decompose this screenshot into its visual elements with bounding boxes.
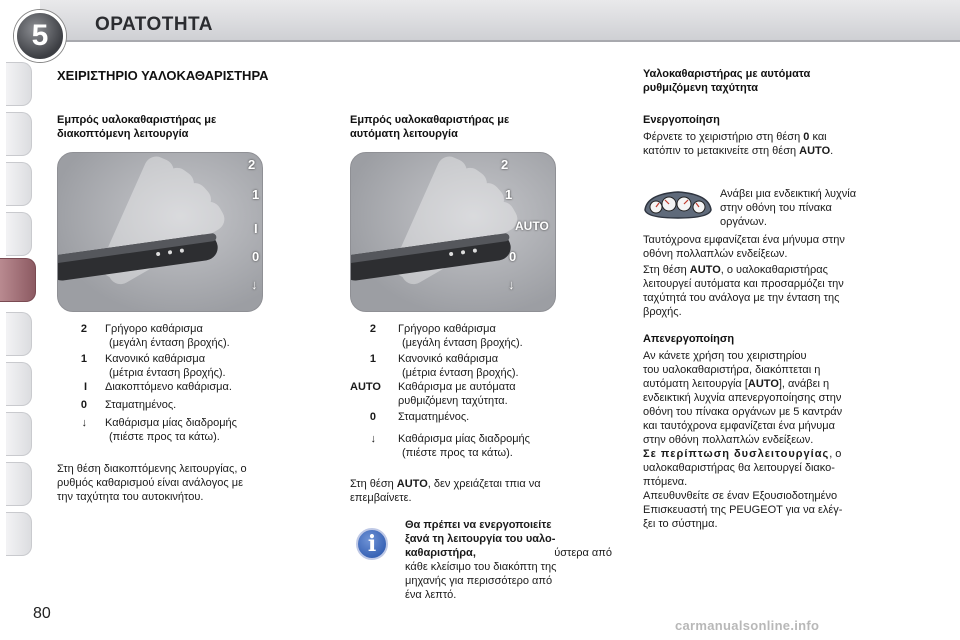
label-pos-1: 1 [252, 187, 260, 202]
chapter-tab-6[interactable] [6, 312, 32, 356]
message-text: Ταυτόχρονα εμφανίζεται ένα μήνυμα στην οθόνη πολλαπλών ενδείξεων. [643, 234, 845, 260]
chapter-tab-2[interactable] [6, 112, 32, 156]
chapter-tab-4[interactable] [6, 212, 32, 256]
deactivation-text: Αν κάνετε χρήση του χειριστηρίου του υαλοκαθαριστήρα, διακόπτεται η αυτόματη λειτουργία [AUTO], ανάβει η ενδεικτική λυχνία απενεργοποίησης στην οθόνη του πίνακα οργάνων με 5 καντράν και ταυτόχρονα εμφανίζεται ένα μήνυμα στην οθόνη πολλαπλών ενδείξεων. Σε περίπτωση δυσλειτουργίας, ο υαλοκαθαριστήρας θα λειτουργεί διακο- πτόμενα. Απευθυνθείτε σε έναν Εξουσιοδοτημένο Επισκευαστή της PEUGEOT για να ελέγ- ξει το σύστημα. [643, 350, 843, 530]
label-pos-1: 1 [505, 187, 513, 202]
chapter-tab-5-active[interactable] [0, 258, 36, 302]
chapter-tab-8[interactable] [6, 412, 32, 456]
wiper-stalk-illustration-intermittent [57, 152, 263, 312]
indicator-lamp-text: Ανάβει μια ενδεικτική λυχνία στην οθόνη του πίνακα οργάνων. [720, 188, 857, 228]
chapter-tab-7[interactable] [6, 362, 32, 406]
auto-note: Στη θέση AUTO, δεν χρειάζεται τπια να επεμβαίνετε. [350, 478, 541, 504]
auto-legend: 2 Γρήγορο καθάρισμα (μεγάλη ένταση βροχής). 1 Κανονικό καθάρισμα (μέτρια ένταση βροχής). AUTO Καθάρισμα με αυτόματα ρυθμιζόμενη ταχύτητα. 0 Σταματημένος. ↓ Καθάρισμα μίας διαδρομής (πιέστε προς τα κάτω). [350, 323, 530, 459]
deactivation-title: Απενεργοποίηση [643, 333, 735, 345]
intermittent-note: Στη θέση διακοπτόμενης λειτουργίας, ο ρυθμός καθαρισμού είναι ανάλογος με την ταχύτητα του αυτοκινήτου. [57, 463, 247, 503]
label-pos-2: 2 [501, 157, 509, 172]
auto-wiper-title: Εμπρός υαλοκαθαριστήρας με αυτόματη λειτουργία [350, 114, 510, 140]
activation-text: Φέρνετε το χειριστήριο στη θέση 0 και κατόπιν το μετακινείτε στη θέση AUTO. [643, 131, 834, 157]
page-number: 80 [33, 605, 51, 622]
chapter-tab-10[interactable] [6, 512, 32, 556]
chapter-title: ΟΡΑΤΟΤΗΤΑ [95, 14, 213, 35]
intermittent-legend: 2 Γρήγορο καθάρισμα (μεγάλη ένταση βροχής). 1 Κανονικό καθάρισμα (μέτρια ένταση βροχής). I Διακοπτόμενο καθάρισμα. 0 Σταματημένος. ↓ Καθάρισμα μίας διαδρομής (πιέστε προς τα κάτω). [80, 323, 237, 443]
chapter-tabs [0, 62, 40, 577]
info-note: Θα πρέπει να ενεργοποιείτε ξανά τη λειτουργία του υαλο- καθαριστήρα, ύστερα από κάθε κλείσιμο του διακόπτη της μηχανής για περισσότερο από ένα λεπτό. [405, 519, 612, 601]
chapter-tab-1[interactable] [6, 62, 32, 106]
activation-title: Ενεργοποίηση [643, 114, 720, 126]
label-pos-0: 0 [509, 249, 517, 264]
info-icon: i [356, 528, 388, 560]
chapter-tab-9[interactable] [6, 462, 32, 506]
page-header [0, 0, 960, 50]
instrument-panel-icon [643, 188, 713, 220]
intermittent-wiper-title: Εμπρός υαλοκαθαριστήρας με διακοπτόμενη λειτουργία [57, 114, 217, 140]
chapter-badge: 5 [14, 10, 66, 62]
auto-speed-heading: Υαλοκαθαριστήρας με αυτόματα ρυθμιζόμενη ταχύτητα [643, 68, 811, 94]
label-pos-auto: AUTO [515, 219, 549, 233]
label-pos-down: ↓ [508, 277, 515, 292]
label-pos-down: ↓ [251, 277, 258, 292]
auto-mode-text: Στη θέση AUTO, ο υαλοκαθαριστήρας λειτουργεί αυτόματα και προσαρμόζει την ταχύτητά του ανάλογα με την ένταση της βροχής. [643, 264, 844, 318]
section-heading: ΧΕΙΡΙΣΤΗΡΙΟ ΥΑΛΟΚΑΘΑΡΙΣΤΗΡΑ [57, 68, 269, 83]
label-pos-2: 2 [248, 157, 256, 172]
label-pos-intermittent: I [254, 221, 258, 236]
watermark: carmanualsonline.info [675, 618, 820, 633]
chapter-tab-3[interactable] [6, 162, 32, 206]
label-pos-0: 0 [252, 249, 260, 264]
wiper-stalk-illustration-auto [350, 152, 556, 312]
